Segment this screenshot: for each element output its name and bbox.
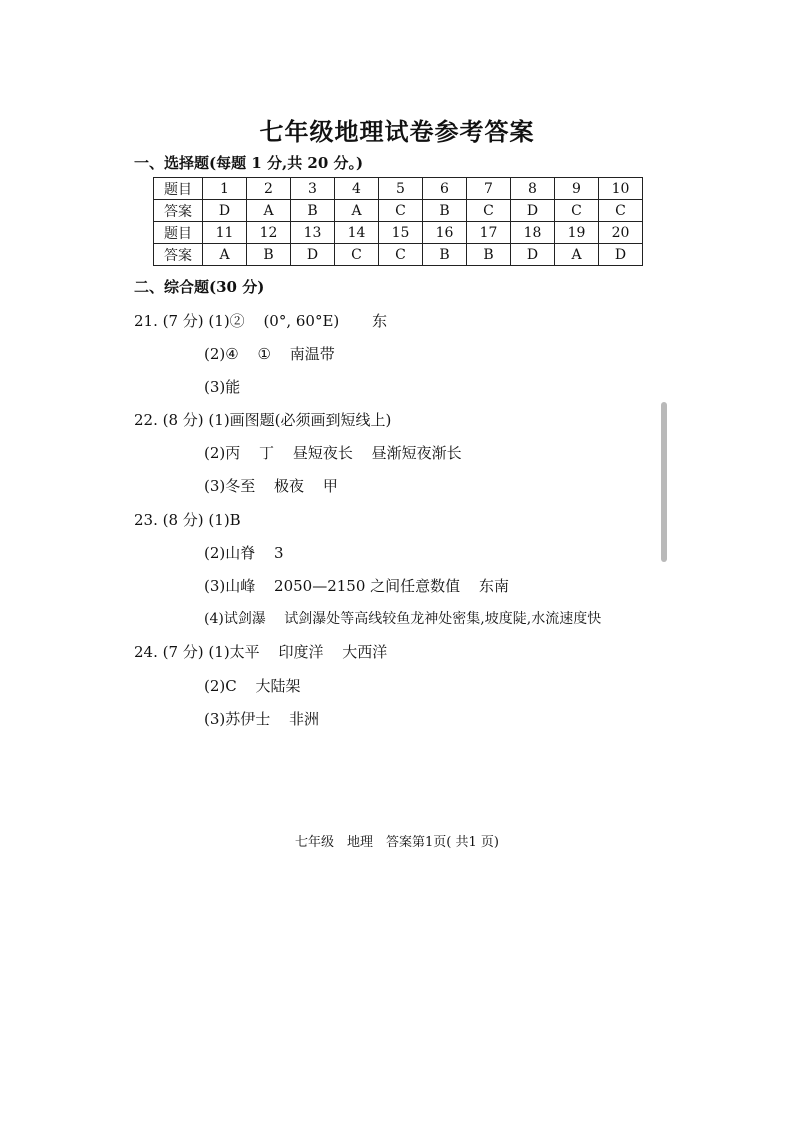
table-cell: 19 bbox=[555, 222, 599, 244]
answer-text: 非洲 bbox=[289, 710, 320, 728]
question-23-line-3 bbox=[204, 575, 509, 596]
table-cell: 20 bbox=[599, 222, 643, 244]
table-cell: A bbox=[555, 244, 599, 266]
table-row-label: 答案 bbox=[154, 200, 203, 222]
answer-text: 东南 bbox=[478, 577, 509, 595]
table-cell: 10 bbox=[599, 178, 643, 200]
table-cell: 16 bbox=[423, 222, 467, 244]
answer-text: 南温带 bbox=[289, 345, 335, 363]
question-23 bbox=[134, 509, 241, 530]
table-cell: 3 bbox=[291, 178, 335, 200]
table-cell: 9 bbox=[555, 178, 599, 200]
table-cell: C bbox=[467, 200, 511, 222]
answer-text: 试剑瀑处等高线较鱼龙神处密集,坡度陡,水流速度快 bbox=[284, 611, 602, 627]
question-23-line-2 bbox=[204, 542, 284, 563]
table-cell: 15 bbox=[379, 222, 423, 244]
table-cell: D bbox=[599, 244, 643, 266]
answer-text: (3)山峰 bbox=[204, 577, 256, 595]
table-cell: D bbox=[203, 200, 247, 222]
table-row-label: 题目 bbox=[154, 222, 203, 244]
table-cell: B bbox=[423, 200, 467, 222]
table-cell: 14 bbox=[335, 222, 379, 244]
table-cell: 11 bbox=[203, 222, 247, 244]
answer-text: (1)B bbox=[208, 511, 241, 529]
table-cell: C bbox=[555, 200, 599, 222]
answer-text: 昼渐短夜渐长 bbox=[371, 444, 462, 462]
question-24-head: 24. (7 分) bbox=[134, 643, 204, 661]
table-cell: A bbox=[247, 200, 291, 222]
question-24-line-3 bbox=[204, 708, 319, 729]
table-row-label: 答案 bbox=[154, 244, 203, 266]
question-21-line-2 bbox=[204, 343, 335, 364]
table-row bbox=[154, 178, 643, 200]
section-choice-heading: 一、选择题(每题 1 分,共 20 分。) bbox=[134, 154, 364, 172]
question-22 bbox=[134, 409, 391, 430]
table-cell: B bbox=[423, 244, 467, 266]
table-cell: D bbox=[511, 244, 555, 266]
answer-text: 丁 bbox=[259, 444, 275, 462]
table-cell: 7 bbox=[467, 178, 511, 200]
table-cell: C bbox=[335, 244, 379, 266]
answer-table bbox=[153, 177, 643, 266]
answer-text: (3)能 bbox=[204, 378, 241, 396]
answer-text: (1)② bbox=[208, 312, 245, 330]
page-title: 七年级地理试卷参考答案 bbox=[259, 117, 535, 146]
table-cell: 2 bbox=[247, 178, 291, 200]
table-cell: 18 bbox=[511, 222, 555, 244]
table-row-label: 题目 bbox=[154, 178, 203, 200]
answer-text: 昼短夜长 bbox=[292, 444, 353, 462]
answer-text: 大陆架 bbox=[255, 677, 301, 695]
answer-text: ① bbox=[257, 345, 271, 363]
question-21-line-3 bbox=[204, 376, 240, 397]
answer-text: (2)山脊 bbox=[204, 544, 256, 562]
table-cell: 8 bbox=[511, 178, 555, 200]
table-row bbox=[154, 222, 643, 244]
answer-text: (3)冬至 bbox=[204, 477, 256, 495]
answer-text: 甲 bbox=[322, 477, 338, 495]
answer-text: (3)苏伊士 bbox=[204, 710, 271, 728]
question-24-line-2 bbox=[204, 675, 301, 696]
table-cell: 1 bbox=[203, 178, 247, 200]
vertical-scrollbar[interactable] bbox=[661, 402, 667, 562]
answer-text: 东 bbox=[372, 312, 388, 330]
table-cell: 17 bbox=[467, 222, 511, 244]
table-cell: 4 bbox=[335, 178, 379, 200]
answer-text: 2050—2150 之间任意数值 bbox=[274, 577, 461, 595]
answer-text: 3 bbox=[274, 544, 284, 562]
answer-text: 极夜 bbox=[274, 477, 305, 495]
answer-text: (2)④ bbox=[204, 345, 239, 363]
answer-text: (0°, 60°E) bbox=[263, 312, 340, 330]
table-cell: C bbox=[379, 244, 423, 266]
table-cell: C bbox=[599, 200, 643, 222]
table-cell: 13 bbox=[291, 222, 335, 244]
section-comprehensive-heading: 二、综合题(30 分) bbox=[134, 278, 265, 296]
table-cell: B bbox=[291, 200, 335, 222]
table-cell: C bbox=[379, 200, 423, 222]
answer-text: 大西洋 bbox=[342, 643, 388, 661]
answer-text: (2)C bbox=[204, 677, 237, 695]
page-footer: 七年级 地理 答案第1页( 共1 页) bbox=[295, 835, 499, 850]
answer-text: (1)太平 bbox=[208, 643, 260, 661]
answer-text: 印度洋 bbox=[278, 643, 324, 661]
table-row bbox=[154, 200, 643, 222]
question-23-line-4 bbox=[204, 608, 601, 628]
table-cell: B bbox=[467, 244, 511, 266]
answer-text: (1)画图题(必须画到短线上) bbox=[208, 411, 392, 429]
question-22-line-3 bbox=[204, 475, 338, 496]
answer-text: (2)丙 bbox=[204, 444, 241, 462]
question-22-head: 22. (8 分) bbox=[134, 411, 204, 429]
table-cell: D bbox=[511, 200, 555, 222]
question-22-line-2 bbox=[204, 442, 462, 463]
table-cell: 6 bbox=[423, 178, 467, 200]
table-cell: D bbox=[291, 244, 335, 266]
table-cell: B bbox=[247, 244, 291, 266]
question-23-head: 23. (8 分) bbox=[134, 511, 204, 529]
table-cell: A bbox=[203, 244, 247, 266]
question-24 bbox=[134, 641, 387, 662]
table-cell: A bbox=[335, 200, 379, 222]
question-21-head: 21. (7 分) bbox=[134, 312, 204, 330]
answer-text: (4)试剑瀑 bbox=[204, 611, 266, 627]
question-21 bbox=[134, 310, 387, 331]
table-cell: 12 bbox=[247, 222, 291, 244]
table-cell: 5 bbox=[379, 178, 423, 200]
table-row bbox=[154, 244, 643, 266]
